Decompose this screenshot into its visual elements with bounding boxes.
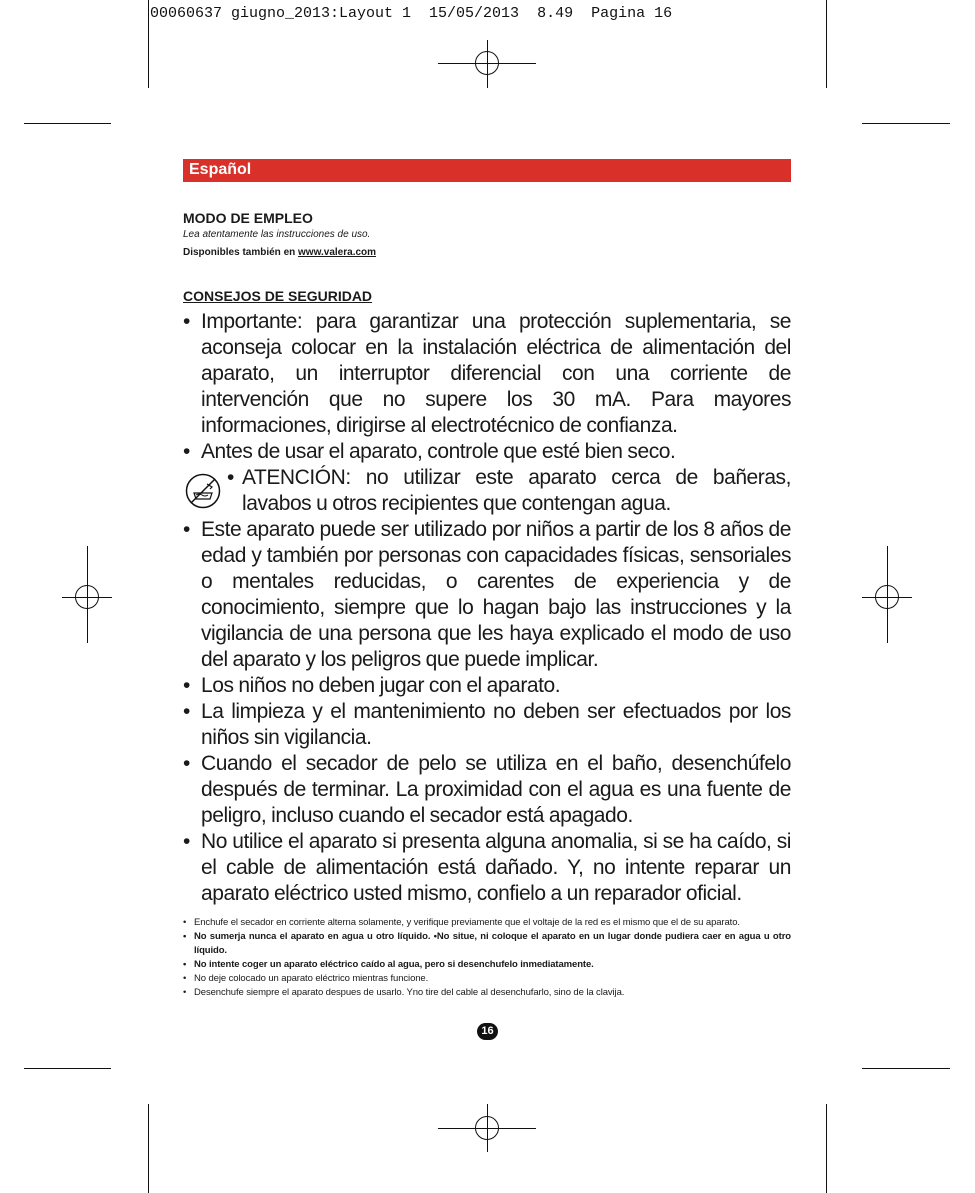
bullet: • [183, 674, 190, 697]
printer-slug: 00060637 giugno_2013:Layout 1 15/05/2013 8.49 Pagina 16 [150, 5, 673, 22]
crop-mark [862, 123, 950, 124]
bullet: • [183, 931, 187, 942]
crop-mark [148, 0, 149, 88]
safety-item-text: Importante: para garantizar una protección suplementaria, se aconseja colocar en la instalación eléctrica de alimentación del aparato, un interruptor diferencial con una corriente de intervención que no supere los 30 mA. Para mayores informaciones, dirigirse al electrotécnico de confianza. [201, 310, 791, 437]
crop-mark [24, 1068, 111, 1069]
safety-item [183, 439, 791, 465]
safety-item [183, 517, 791, 673]
safety-item-text: No utilice el aparato si presenta alguna anomalia, si se ha caído, si el cable de alimentación está dañado. Y, no intente reparar un aparato eléctrico usted mismo, confielo a un reparador oficial. [201, 830, 791, 905]
page-number-badge: 16 [477, 1023, 498, 1040]
bullet: • [183, 987, 187, 998]
safety-item-text: ATENCIÓN: no utilizar este aparato cerca de bañeras, lavabos u otros recipientes que contengan agua. [242, 466, 791, 515]
bullet: • [227, 466, 234, 489]
website-link[interactable]: www.valera.com [298, 247, 377, 258]
additional-item-text: No intente coger un aparato eléctrico caído al agua, pero si desenchufelo inmediatamente. [194, 959, 594, 970]
safety-heading: CONSEJOS DE SEGURIDAD [183, 288, 373, 304]
additional-item [183, 916, 791, 930]
additional-item-text: Enchufe el secador en corriente alterna solamente, y verifique previamente que el voltaje de la red es el mismo que el de su aparato. [194, 917, 740, 928]
additional-item-text: No deje colocado un aparato eléctrico mientras funcione. [194, 973, 429, 984]
language-label: Español [189, 161, 252, 178]
additional-item [183, 972, 791, 986]
crop-mark [24, 123, 111, 124]
crop-mark [862, 1068, 950, 1069]
instructions-subtitle: Lea atentamente las instrucciones de uso. [183, 229, 371, 240]
safety-item [183, 751, 791, 829]
bullet: • [183, 830, 190, 853]
additional-item [183, 986, 791, 1000]
availability-prefix: Disponibles también en [183, 247, 299, 258]
safety-list [183, 309, 791, 907]
bullet: • [183, 959, 187, 970]
bullet: • [183, 700, 190, 723]
crop-mark [148, 1104, 149, 1193]
safety-item-text: Antes de usar el aparato, controle que esté bien seco. [201, 440, 676, 463]
bullet: • [183, 973, 187, 984]
safety-item-text: Cuando el secador de pelo se utiliza en el baño, desenchúfelo después de terminar. La proximidad con el agua es una fuente de peligro, incluso cuando el secador está apagado. [201, 752, 791, 827]
instructions-heading: MODO DE EMPLEO [183, 210, 313, 226]
safety-item [183, 699, 791, 751]
additional-item-text: Desenchufe siempre el aparato despues de usarlo. Yno tire del cable al desenchufarlo, sino de la clavija. [194, 987, 625, 998]
no-water-bathtub-icon [185, 473, 221, 509]
availability-note [183, 247, 376, 258]
additional-item-text: No sumerja nunca el aparato en agua u otro líquido. •No situe, ni coloque el aparato en un lugar donde pudiera caer en agua u otro líquido. [194, 931, 791, 956]
bullet: • [183, 440, 190, 463]
bullet: • [183, 518, 190, 541]
additional-safety-list [183, 916, 791, 1000]
safety-item-text: Este aparato puede ser utilizado por niños a partir de los 8 años de edad y también por personas con capacidades físicas, sensoriales o mentales reducidas, o carentes de experiencia y de conocimiento, siempre que lo hagan bajo las instrucciones y la vigilancia de una persona que les haya explicado el modo de uso del aparato y los peligros que puede implicar. [201, 518, 791, 671]
crop-mark [826, 1104, 827, 1193]
crop-mark [826, 0, 827, 88]
language-bar [183, 159, 791, 182]
safety-item-warning [183, 465, 791, 517]
safety-item [183, 309, 791, 439]
safety-item [183, 673, 791, 699]
safety-item [183, 829, 791, 907]
additional-item [183, 958, 791, 972]
additional-item [183, 930, 791, 958]
safety-item-text: La limpieza y el mantenimiento no deben ser efectuados por los niños sin vigilancia. [201, 700, 791, 749]
bullet: • [183, 752, 190, 775]
safety-item-text: Los niños no deben jugar con el aparato. [201, 674, 561, 697]
bullet: • [183, 917, 187, 928]
bullet: • [183, 310, 190, 333]
